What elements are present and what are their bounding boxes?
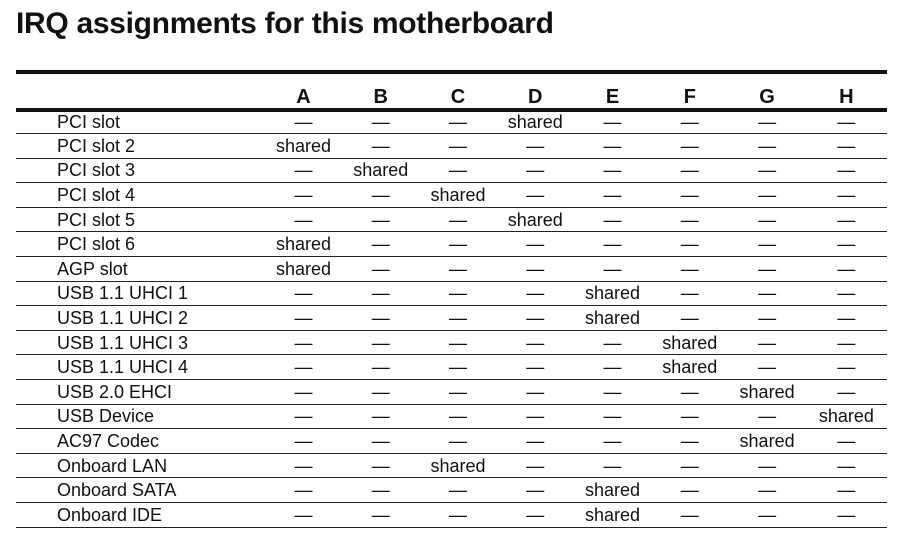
irq-cell: — (651, 453, 728, 478)
irq-cell: — (806, 478, 887, 503)
irq-cell: — (651, 306, 728, 331)
irq-cell: — (497, 281, 574, 306)
irq-cell: — (574, 207, 651, 232)
irq-cell: — (265, 502, 342, 527)
irq-cell: shared (728, 429, 805, 454)
irq-cell: — (728, 110, 805, 134)
irq-cell: — (806, 355, 887, 380)
irq-cell: — (806, 207, 887, 232)
irq-cell: — (574, 256, 651, 281)
irq-cell: — (574, 330, 651, 355)
irq-cell: — (265, 158, 342, 183)
irq-cell: — (651, 134, 728, 159)
table-row (16, 134, 887, 159)
irq-cell: — (574, 453, 651, 478)
irq-cell: — (806, 379, 887, 404)
irq-cell: — (342, 502, 419, 527)
irq-cell: shared (651, 330, 728, 355)
irq-cell: shared (265, 134, 342, 159)
column-header: C (450, 85, 466, 108)
irq-cell: — (806, 281, 887, 306)
irq-cell: — (497, 232, 574, 257)
irq-cell: — (806, 429, 887, 454)
irq-cell: shared (419, 183, 496, 208)
irq-cell: — (419, 429, 496, 454)
irq-cell: — (342, 453, 419, 478)
row-label: Onboard LAN (16, 453, 265, 478)
irq-cell: — (265, 183, 342, 208)
irq-cell: — (342, 281, 419, 306)
irq-cell: — (806, 256, 887, 281)
header-corner (16, 84, 265, 110)
irq-cell: — (806, 110, 887, 134)
irq-cell: shared (574, 306, 651, 331)
irq-cell: — (419, 134, 496, 159)
irq-cell: — (265, 453, 342, 478)
irq-cell: — (728, 158, 805, 183)
irq-cell: — (574, 110, 651, 134)
irq-cell: — (265, 110, 342, 134)
irq-cell: shared (574, 502, 651, 527)
irq-cell: — (342, 232, 419, 257)
irq-cell: — (419, 232, 496, 257)
irq-cell: — (651, 207, 728, 232)
row-label: PCI slot 3 (16, 158, 265, 183)
irq-cell: — (419, 207, 496, 232)
table-row (16, 404, 887, 429)
irq-cell: — (265, 281, 342, 306)
irq-cell: — (651, 158, 728, 183)
irq-cell: shared (728, 379, 805, 404)
irq-cell: — (419, 355, 496, 380)
irq-cell: shared (419, 453, 496, 478)
irq-cell: — (342, 306, 419, 331)
irq-cell: — (651, 110, 728, 134)
irq-cell: — (419, 110, 496, 134)
irq-cell: — (265, 404, 342, 429)
column-header: G (759, 85, 775, 108)
row-label: PCI slot 2 (16, 134, 265, 159)
table-header (16, 84, 887, 110)
table-row (16, 429, 887, 454)
row-label: USB 1.1 UHCI 2 (16, 306, 265, 331)
irq-cell: — (342, 330, 419, 355)
irq-cell: — (342, 256, 419, 281)
table-row (16, 379, 887, 404)
irq-cell: — (651, 502, 728, 527)
row-label: PCI slot 5 (16, 207, 265, 232)
column-header: E (605, 85, 620, 108)
irq-cell: shared (574, 281, 651, 306)
header-row (16, 84, 887, 110)
irq-cell: — (806, 306, 887, 331)
irq-cell: — (265, 306, 342, 331)
irq-cell: — (806, 232, 887, 257)
column-header: A (296, 85, 311, 108)
irq-cell: — (728, 502, 805, 527)
irq-cell: — (651, 256, 728, 281)
irq-cell: — (728, 355, 805, 380)
row-label: USB 1.1 UHCI 3 (16, 330, 265, 355)
irq-cell: — (728, 207, 805, 232)
irq-cell: — (728, 306, 805, 331)
irq-cell: shared (497, 207, 574, 232)
row-label: AC97 Codec (16, 429, 265, 454)
table-row (16, 110, 887, 134)
table-row (16, 207, 887, 232)
irq-cell: shared (651, 355, 728, 380)
irq-cell: — (419, 478, 496, 503)
row-label: PCI slot 6 (16, 232, 265, 257)
irq-cell: — (497, 330, 574, 355)
irq-cell: — (574, 232, 651, 257)
row-label: USB 1.1 UHCI 4 (16, 355, 265, 380)
irq-cell: — (342, 478, 419, 503)
irq-cell: — (419, 330, 496, 355)
irq-cell: — (497, 453, 574, 478)
irq-cell: — (497, 355, 574, 380)
table-row (16, 502, 887, 527)
table-row (16, 183, 887, 208)
row-label: USB Device (16, 404, 265, 429)
row-label: Onboard IDE (16, 502, 265, 527)
irq-cell: — (728, 478, 805, 503)
irq-cell: — (728, 232, 805, 257)
irq-cell: — (265, 379, 342, 404)
irq-cell: shared (265, 232, 342, 257)
table-row (16, 232, 887, 257)
irq-cell: shared (806, 404, 887, 429)
irq-cell: — (806, 330, 887, 355)
table-row (16, 281, 887, 306)
irq-cell: — (728, 330, 805, 355)
row-label: PCI slot 4 (16, 183, 265, 208)
irq-cell: — (265, 330, 342, 355)
irq-cell: — (419, 281, 496, 306)
table-row (16, 330, 887, 355)
table-row (16, 256, 887, 281)
irq-cell: — (342, 429, 419, 454)
table-row (16, 355, 887, 380)
irq-cell: — (265, 429, 342, 454)
irq-cell: — (806, 453, 887, 478)
irq-cell: — (651, 183, 728, 208)
irq-cell: — (497, 379, 574, 404)
table-row (16, 478, 887, 503)
irq-cell: — (419, 502, 496, 527)
table-top-rule (16, 70, 887, 74)
row-label: USB 1.1 UHCI 1 (16, 281, 265, 306)
irq-cell: shared (342, 158, 419, 183)
irq-cell: — (574, 404, 651, 429)
irq-cell: — (265, 207, 342, 232)
irq-cell: — (497, 158, 574, 183)
irq-cell: — (497, 429, 574, 454)
row-label: AGP slot (16, 256, 265, 281)
irq-cell: — (342, 110, 419, 134)
irq-cell: — (342, 134, 419, 159)
irq-cell: — (651, 232, 728, 257)
irq-cell: — (574, 429, 651, 454)
irq-table (16, 84, 887, 528)
table-body (16, 110, 887, 527)
irq-cell: — (806, 183, 887, 208)
irq-cell: — (574, 183, 651, 208)
irq-cell: — (342, 379, 419, 404)
irq-cell: — (574, 134, 651, 159)
irq-cell: — (497, 502, 574, 527)
irq-cell: — (728, 256, 805, 281)
irq-cell: — (265, 355, 342, 380)
irq-cell: — (497, 256, 574, 281)
irq-cell: — (497, 306, 574, 331)
irq-cell: — (728, 183, 805, 208)
column-header: D (528, 85, 543, 108)
irq-cell: — (497, 478, 574, 503)
irq-cell: — (342, 355, 419, 380)
irq-cell: — (806, 158, 887, 183)
irq-cell: — (806, 134, 887, 159)
irq-cell: shared (497, 110, 574, 134)
irq-cell: — (419, 379, 496, 404)
irq-cell: — (651, 429, 728, 454)
row-label: PCI slot (16, 110, 265, 134)
irq-cell: — (651, 281, 728, 306)
row-label: Onboard SATA (16, 478, 265, 503)
irq-cell: — (806, 502, 887, 527)
irq-cell: — (419, 158, 496, 183)
row-label: USB 2.0 EHCI (16, 379, 265, 404)
column-header: B (373, 85, 388, 108)
irq-cell: — (574, 355, 651, 380)
table-row (16, 453, 887, 478)
irq-cell: — (728, 281, 805, 306)
irq-cell: — (497, 183, 574, 208)
table-row (16, 158, 887, 183)
irq-cell: — (419, 306, 496, 331)
irq-cell: shared (265, 256, 342, 281)
irq-cell: — (265, 478, 342, 503)
irq-cell: — (419, 404, 496, 429)
irq-cell: — (728, 453, 805, 478)
irq-cell: — (728, 134, 805, 159)
irq-cell: — (342, 183, 419, 208)
irq-cell: — (497, 404, 574, 429)
irq-cell: shared (574, 478, 651, 503)
irq-cell: — (651, 404, 728, 429)
irq-cell: — (497, 134, 574, 159)
table-row (16, 306, 887, 331)
irq-cell: — (651, 478, 728, 503)
irq-cell: — (342, 404, 419, 429)
irq-cell: — (574, 379, 651, 404)
page-title: IRQ assignments for this motherboard (16, 7, 554, 40)
irq-cell: — (728, 404, 805, 429)
column-header: H (839, 85, 854, 108)
irq-cell: — (342, 207, 419, 232)
irq-cell: — (574, 158, 651, 183)
column-header: F (683, 85, 696, 108)
irq-cell: — (419, 256, 496, 281)
irq-cell: — (651, 379, 728, 404)
